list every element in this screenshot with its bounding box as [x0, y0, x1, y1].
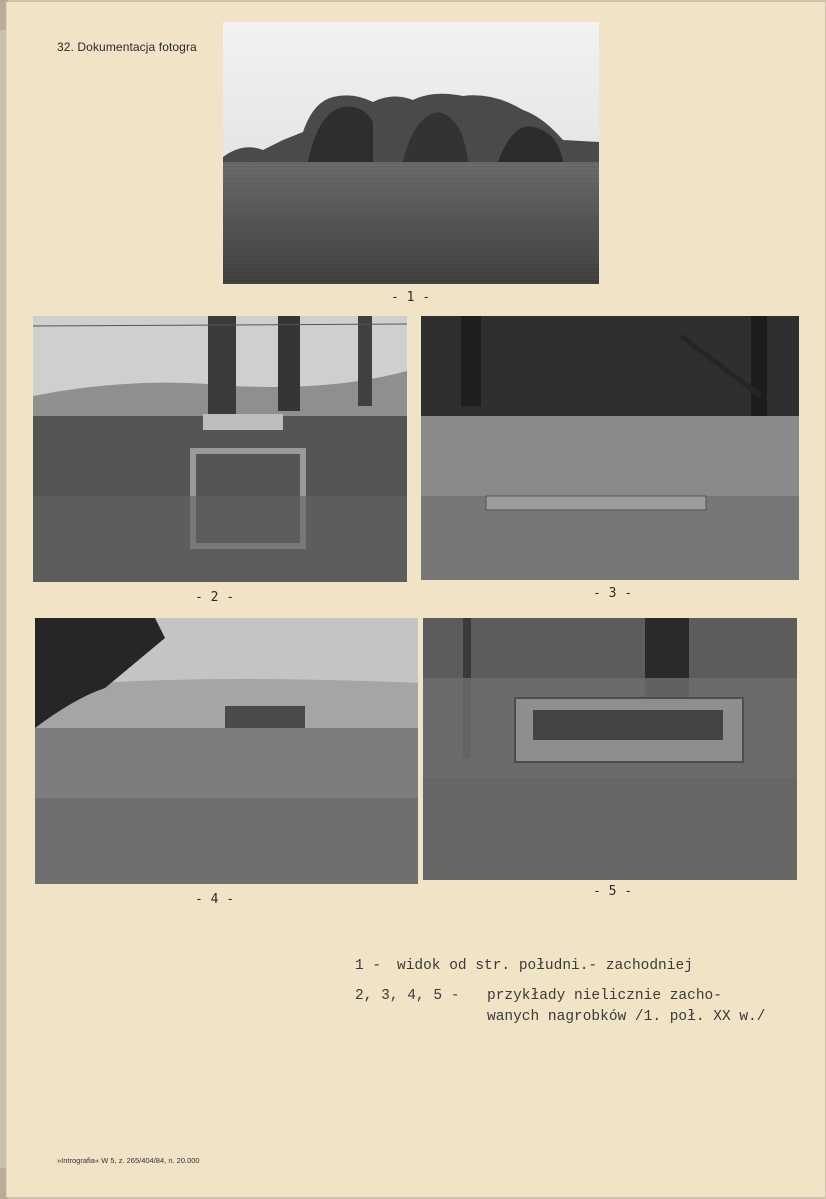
photo-5: [423, 618, 797, 880]
caption-numbers-2: 2, 3, 4, 5 -: [355, 988, 460, 1004]
caption-text-3: wanych nagrobków /1. poł. XX w./: [487, 1009, 766, 1025]
photo-label-2: - 2 -: [195, 590, 235, 605]
photo-label-3: - 3 -: [593, 586, 633, 601]
document-sheet: [6, 2, 825, 1197]
caption-text-2: przykłady nielicznie zacho-: [487, 988, 722, 1004]
photo-label-1: - 1 -: [391, 290, 431, 305]
photo-label-4: - 4 -: [195, 892, 235, 907]
caption-text-1: widok od str. południ.- zachodniej: [397, 958, 693, 974]
caption-numbers-1: 1 -: [355, 958, 382, 974]
print-footer: »Intrografia« W 5, z. 265/404/84, n. 20.000: [57, 1156, 200, 1165]
section-title: 32. Dokumentacja fotogra: [57, 40, 197, 54]
photo-4: [35, 618, 418, 884]
photo-label-5: - 5 -: [593, 884, 633, 899]
photo-1: [223, 22, 599, 284]
photo-3: [421, 316, 799, 580]
photo-2: [33, 316, 407, 582]
